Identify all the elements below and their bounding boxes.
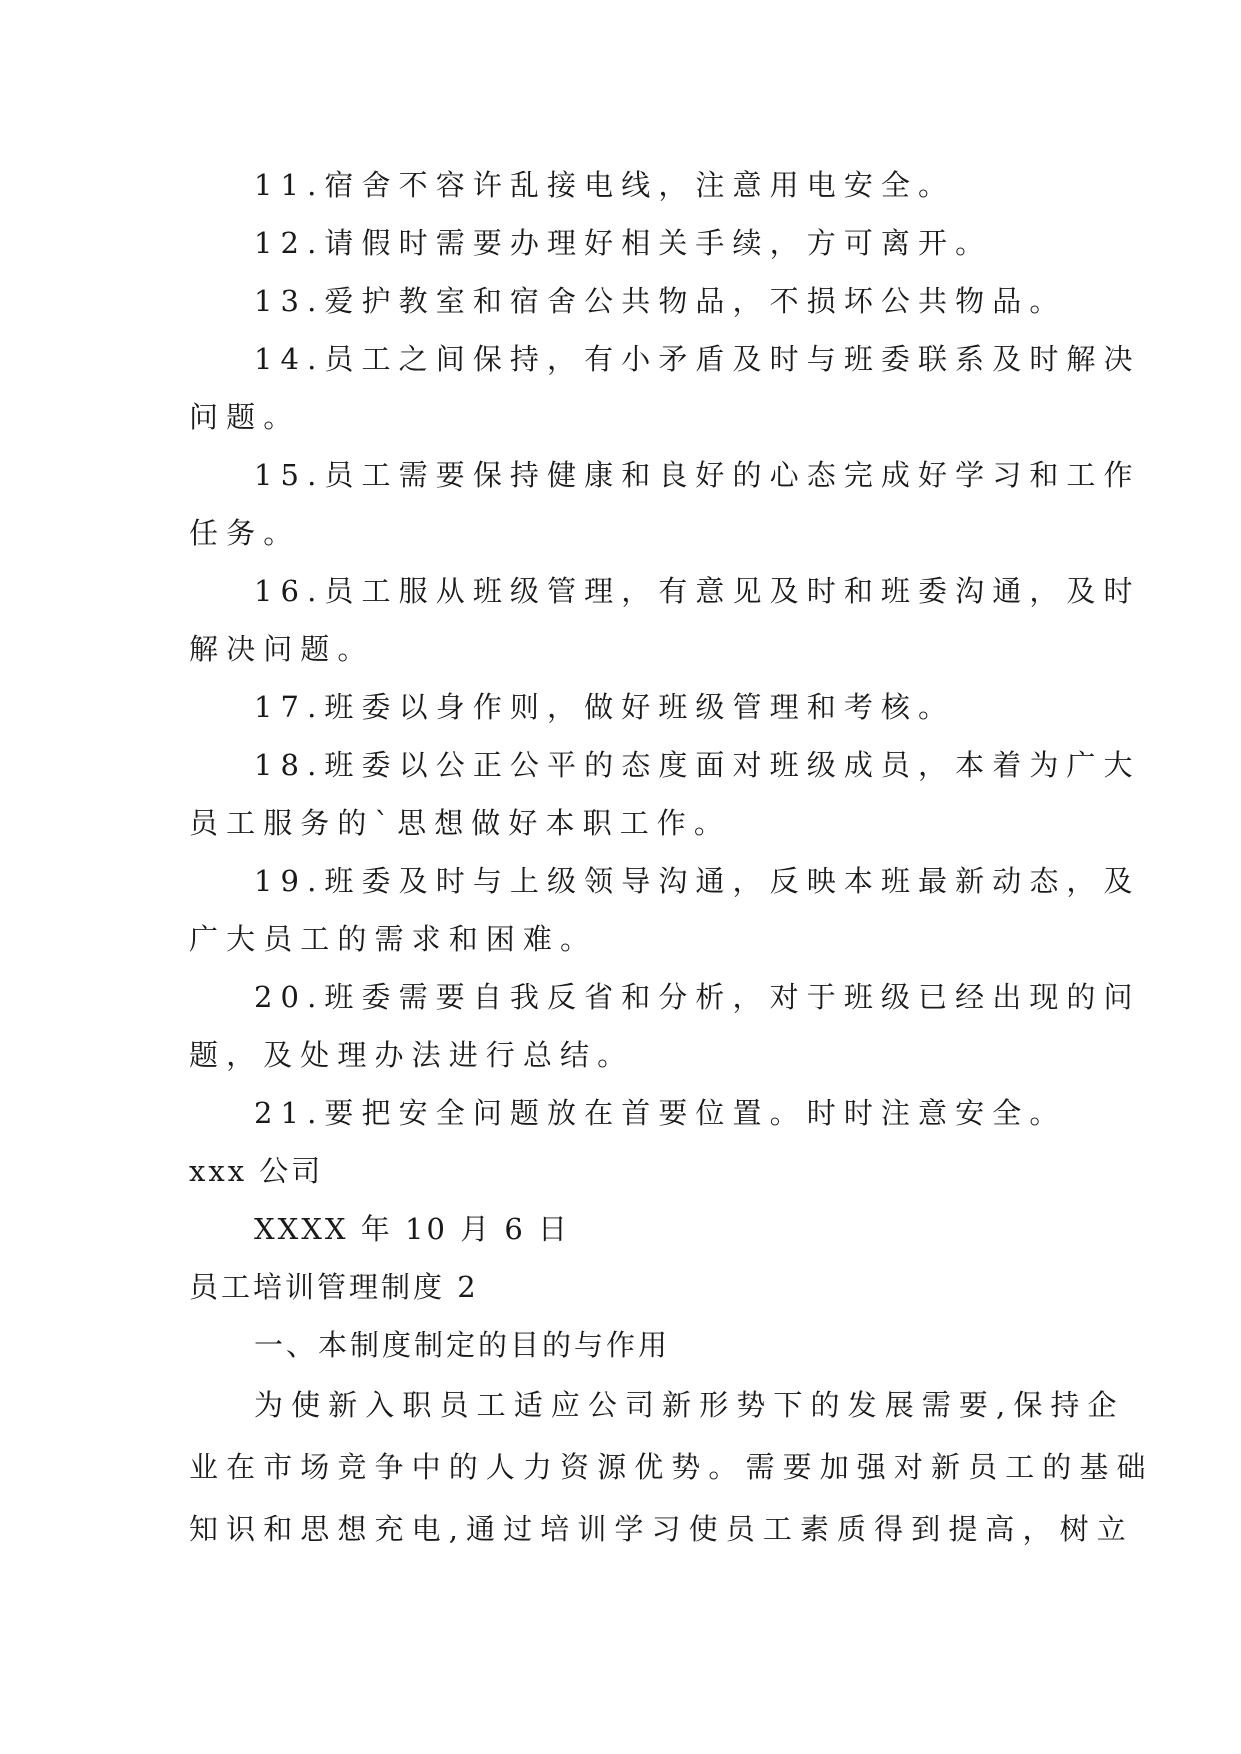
paragraph-line: 17.班委以身作则，做好班级管理和考核。 bbox=[254, 690, 956, 724]
section-title: 员工培训管理制度 2 bbox=[189, 1270, 479, 1304]
paragraph-line: 为使新入职员工适应公司新形势下的发展需要,保持企 bbox=[254, 1388, 1125, 1422]
paragraph-line: 12.请假时需要办理好相关手续，方可离开。 bbox=[254, 226, 993, 260]
paragraph-line: 16.员工服从班级管理，有意见及时和班委沟通，及时 bbox=[254, 574, 1141, 608]
paragraph-line: 广大员工的需求和困难。 bbox=[189, 922, 598, 956]
paragraph-line: 14.员工之间保持，有小矛盾及时与班委联系及时解决 bbox=[254, 342, 1141, 376]
paragraph-line: 13.爱护教室和宿舍公共物品，不损坏公共物品。 bbox=[254, 284, 1067, 318]
paragraph-line: 知识和思想充电,通过培训学习使员工素质得到提高，树立 bbox=[189, 1512, 1134, 1546]
paragraph-line: 题，及处理办法进行总结。 bbox=[189, 1038, 635, 1072]
paragraph-line: 问题。 bbox=[189, 400, 301, 434]
paragraph-line: 业在市场竞争中的人力资源优势。需要加强对新员工的基础 bbox=[189, 1450, 1154, 1484]
paragraph-line: 员工服务的`思想做好本职工作。 bbox=[189, 806, 732, 840]
paragraph-line: 20.班委需要自我反省和分析，对于班级已经出现的问 bbox=[254, 980, 1141, 1014]
paragraph-line: 21.要把安全问题放在首要位置。时时注意安全。 bbox=[254, 1096, 1067, 1130]
paragraph-line: 11.宿舍不容许乱接电线，注意用电安全。 bbox=[254, 168, 956, 202]
paragraph-line: 19.班委及时与上级领导沟通，反映本班最新动态，及 bbox=[254, 864, 1141, 898]
paragraph-line: 18.班委以公正公平的态度面对班级成员，本着为广大 bbox=[254, 748, 1141, 782]
paragraph-line: 任务。 bbox=[189, 516, 301, 550]
paragraph-line: 15.员工需要保持健康和良好的心态完成好学习和工作 bbox=[254, 458, 1141, 492]
paragraph-line: 解决问题。 bbox=[189, 632, 375, 666]
company-name: xxx 公司 bbox=[189, 1154, 324, 1188]
section-heading: 一、本制度制定的目的与作用 bbox=[254, 1328, 671, 1362]
document-date: XXXX 年 10 月 6 日 bbox=[254, 1212, 571, 1246]
